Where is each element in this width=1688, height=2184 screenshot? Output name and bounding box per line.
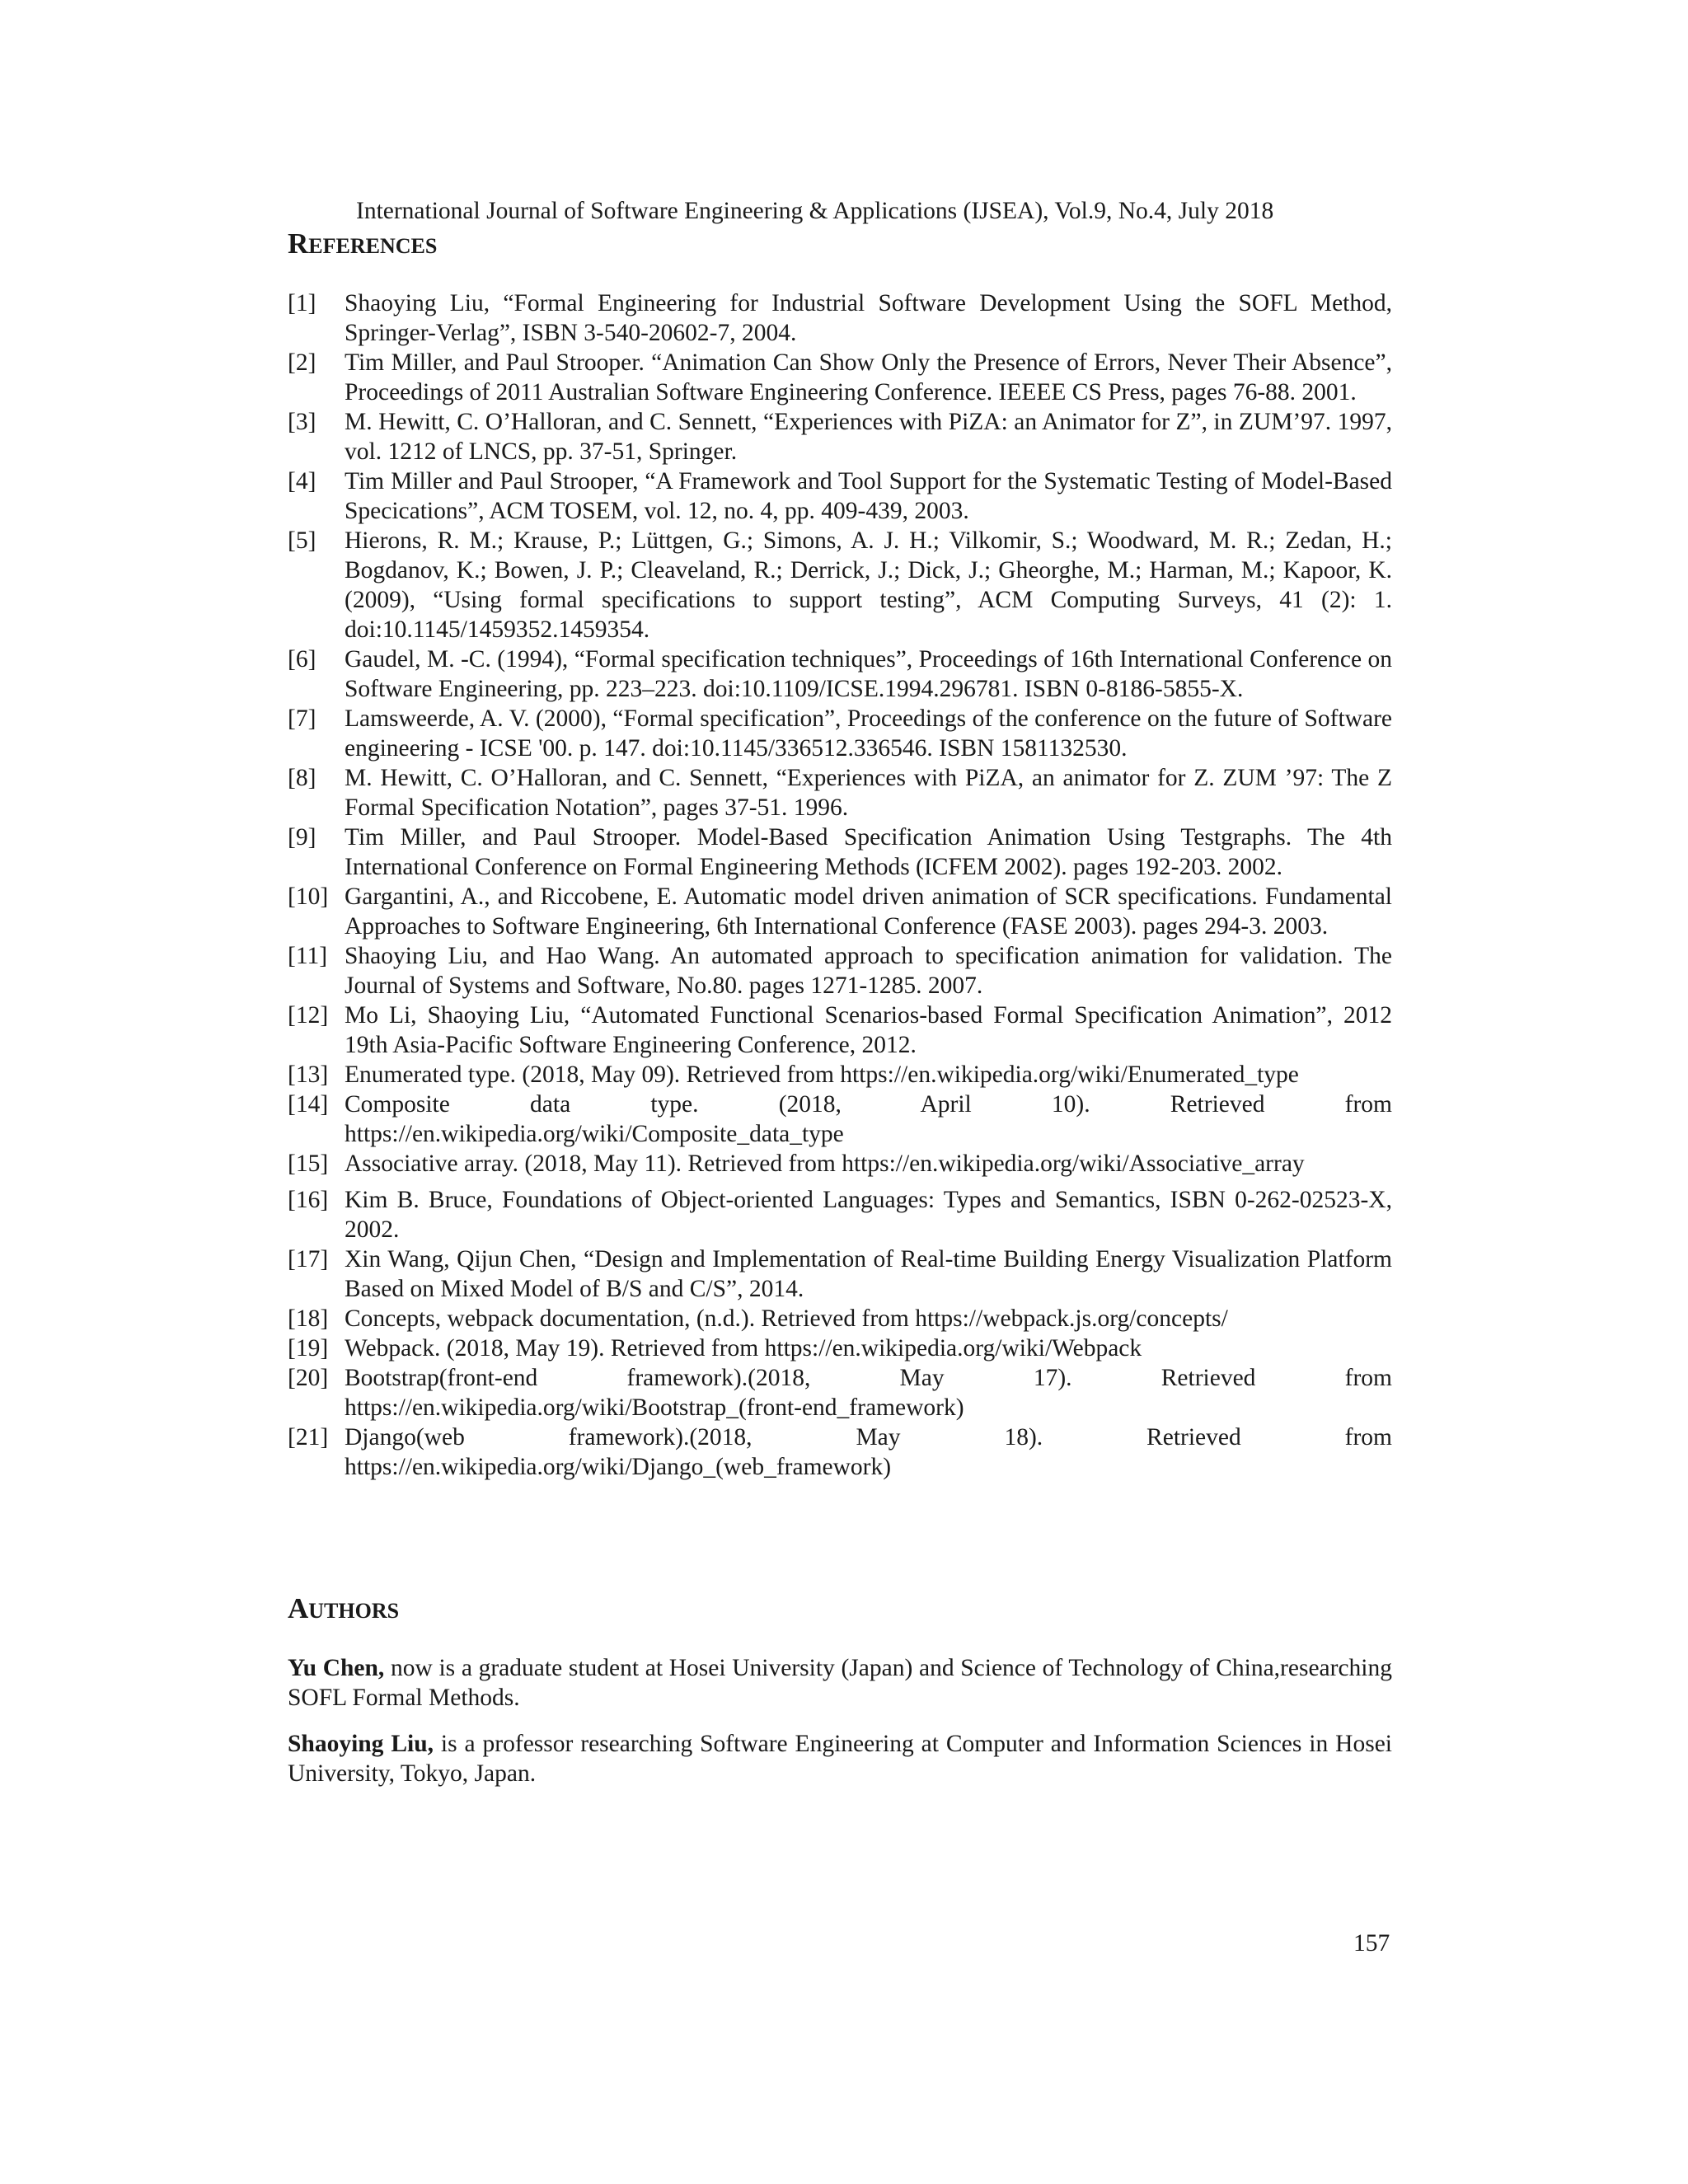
reference-text: [345, 1422, 1392, 1482]
reference-number: [11]: [288, 943, 328, 969]
reference-number: [9]: [288, 824, 316, 851]
reference-text: Gaudel, M. -C. (1994), “Formal specification techniques”, Proceedings of 16th International Conference on Software Engineering, pp. 223–223. doi:10.1109/ICSE.1994.296781. ISBN 0-8186-5855-X.: [345, 646, 1392, 702]
reference-text: Associative array. (2018, May 11). Retrieved from https://en.wikipedia.org/wiki/Associative_array: [345, 1151, 1305, 1177]
reference-text: Shaoying Liu, and Hao Wang. An automated approach to specification animation for validation. The Journal of Systems and Software, No.80. pages 1271-1285. 2007.: [345, 943, 1392, 999]
reference-item-16: [288, 1185, 1392, 1244]
reference-item-19: [288, 1333, 1392, 1363]
authors-heading-initial: A: [288, 1592, 309, 1624]
reference-number: [19]: [288, 1335, 329, 1361]
reference-text: Tim Miller, and Paul Strooper. “Animation Can Show Only the Presence of Errors, Never Their Absence”, Proceedings of 2011 Australian Software Engineering Conference. IEEEE CS Press, pages 76-88. 2001.: [345, 349, 1392, 405]
reference-text: Concepts, webpack documentation, (n.d.). Retrieved from https://webpack.js.org/concepts/: [345, 1305, 1228, 1332]
reference-item-20: [288, 1363, 1392, 1422]
reference-item-6: [288, 644, 1392, 704]
reference-number: [8]: [288, 765, 316, 791]
reference-item-17: [288, 1244, 1392, 1304]
reference-text: Tim Miller and Paul Strooper, “A Framework and Tool Support for the Systematic Testing of Model-Based Specications”, ACM TOSEM, vol. 12, no. 4, pp. 409-439, 2003.: [345, 468, 1392, 524]
reference-text: M. Hewitt, C. O’Halloran, and C. Sennett, “Experiences with PiZA: an Animator for Z”, in ZUM’97. 1997, vol. 1212 of LNCS, pp. 37-51, Springer.: [345, 409, 1392, 465]
reference-text: Hierons, R. M.; Krause, P.; Lüttgen, G.; Simons, A. J. H.; Vilkomir, S.; Woodward, M. R.; Zedan, H.; Bogdanov, K.; Bowen, J. P.; Cleaveland, R.; Derrick, J.; Dick, J.; Gheorghe, M.; Harman, M.; Kapoor, K. (2009), “Using formal specifications to support testing”, ACM Computing Surveys, 41 (2): 1. doi:10.1145/1459352.1459354.: [345, 527, 1392, 643]
authors-heading: [288, 1592, 399, 1628]
author-name: Shaoying Liu,: [288, 1731, 434, 1757]
reference-item-21: [288, 1422, 1392, 1482]
reference-item-11: [288, 941, 1392, 1001]
reference-url: https://en.wikipedia.org/wiki/Composite_data_type: [345, 1121, 844, 1147]
page-number: 157: [1353, 1930, 1390, 1957]
reference-number: [1]: [288, 290, 316, 316]
references-heading-rest: EFERENCES: [308, 234, 438, 258]
reference-item-7: [288, 704, 1392, 763]
authors-section: [288, 1653, 1392, 1805]
reference-item-9: [288, 823, 1392, 882]
reference-number: [6]: [288, 646, 316, 673]
reference-item-18: [288, 1304, 1392, 1333]
journal-header: International Journal of Software Engineering & Applications (IJSEA), Vol.9, No.4, July 2018: [356, 198, 1274, 224]
reference-text: Enumerated type. (2018, May 09). Retrieved from https://en.wikipedia.org/wiki/Enumerated_type: [345, 1062, 1299, 1088]
reference-url: https://en.wikipedia.org/wiki/Django_(web_framework): [345, 1454, 892, 1480]
author-bio-2: [288, 1729, 1392, 1788]
reference-number: [13]: [288, 1062, 329, 1088]
reference-number: [17]: [288, 1246, 329, 1272]
reference-text-line: Bootstrap(front-end framework).(2018, May 17). Retrieved from: [345, 1365, 1392, 1391]
reference-item-1: [288, 288, 1392, 348]
reference-text: Mo Li, Shaoying Liu, “Automated Functional Scenarios-based Formal Specification Animation”, 2012 19th Asia-Pacific Software Engineering Conference, 2012.: [345, 1002, 1392, 1058]
reference-text: [345, 1090, 1392, 1149]
reference-text: Kim B. Bruce, Foundations of Object-oriented Languages: Types and Semantics, ISBN 0-262-02523-X, 2002.: [345, 1187, 1392, 1243]
reference-text-line: Composite data type. (2018, April 10). Retrieved from: [345, 1091, 1392, 1118]
reference-text: Gargantini, A., and Riccobene, E. Automatic model driven animation of SCR specifications. Fundamental Approaches to Software Engineering, 6th International Conference (FASE 2003). pages 294-3. 2003.: [345, 883, 1392, 940]
reference-number: [18]: [288, 1305, 329, 1332]
reference-text: [345, 1363, 1392, 1422]
reference-number: [16]: [288, 1187, 329, 1213]
reference-number: [15]: [288, 1151, 329, 1177]
reference-number: [21]: [288, 1424, 329, 1451]
references-heading-initial: R: [288, 227, 309, 260]
reference-number: [4]: [288, 468, 316, 494]
reference-item-13: [288, 1060, 1392, 1090]
reference-number: [12]: [288, 1002, 329, 1029]
author-bio-text: is a professor researching Software Engineering at Computer and Information Sciences in Hosei University, Tokyo, Japan.: [288, 1731, 1392, 1787]
reference-item-12: [288, 1001, 1392, 1060]
author-name: Yu Chen,: [288, 1655, 385, 1681]
reference-item-5: [288, 526, 1392, 644]
reference-item-10: [288, 882, 1392, 941]
reference-text: Xin Wang, Qijun Chen, “Design and Implementation of Real-time Building Energy Visualization Platform Based on Mixed Model of B/S and C/S”, 2014.: [345, 1246, 1392, 1302]
reference-text-line: Django(web framework).(2018, May 18). Retrieved from: [345, 1424, 1392, 1451]
reference-url: https://en.wikipedia.org/wiki/Bootstrap_(front-end_framework): [345, 1394, 964, 1421]
reference-number: [10]: [288, 883, 329, 910]
reference-text: M. Hewitt, C. O’Halloran, and C. Sennett, “Experiences with PiZA, an animator for Z. ZUM ’97: The Z Formal Specification Notation”, pages 37-51. 1996.: [345, 765, 1392, 821]
reference-number: [3]: [288, 409, 316, 435]
reference-item-4: [288, 466, 1392, 526]
author-bio-text: now is a graduate student at Hosei University (Japan) and Science of Technology of China,researching SOFL Formal Methods.: [288, 1655, 1392, 1711]
reference-text: Tim Miller, and Paul Strooper. Model-Based Specification Animation Using Testgraphs. The 4th International Conference on Formal Engineering Methods (ICFEM 2002). pages 192-203. 2002.: [345, 824, 1392, 880]
reference-text: Shaoying Liu, “Formal Engineering for Industrial Software Development Using the SOFL Method, Springer-Verlag”, ISBN 3-540-20602-7, 2004.: [345, 290, 1392, 346]
reference-text: Webpack. (2018, May 19). Retrieved from https://en.wikipedia.org/wiki/Webpack: [345, 1335, 1142, 1361]
reference-item-3: [288, 407, 1392, 466]
reference-list: [288, 288, 1392, 1482]
references-heading: [288, 227, 437, 263]
reference-number: [2]: [288, 349, 316, 376]
reference-text: Lamsweerde, A. V. (2000), “Formal specification”, Proceedings of the conference on the future of Software engineering - ICSE '00. p. 147. doi:10.1145/336512.336546. ISBN 1581132530.: [345, 705, 1392, 762]
reference-number: [14]: [288, 1091, 329, 1118]
reference-item-15: [288, 1149, 1392, 1179]
reference-number: [7]: [288, 705, 316, 732]
reference-number: [5]: [288, 527, 316, 554]
reference-item-14: [288, 1090, 1392, 1149]
authors-heading-rest: UTHORS: [308, 1599, 400, 1623]
reference-item-8: [288, 763, 1392, 823]
reference-item-2: [288, 348, 1392, 407]
reference-number: [20]: [288, 1365, 329, 1391]
author-bio-1: [288, 1653, 1392, 1713]
